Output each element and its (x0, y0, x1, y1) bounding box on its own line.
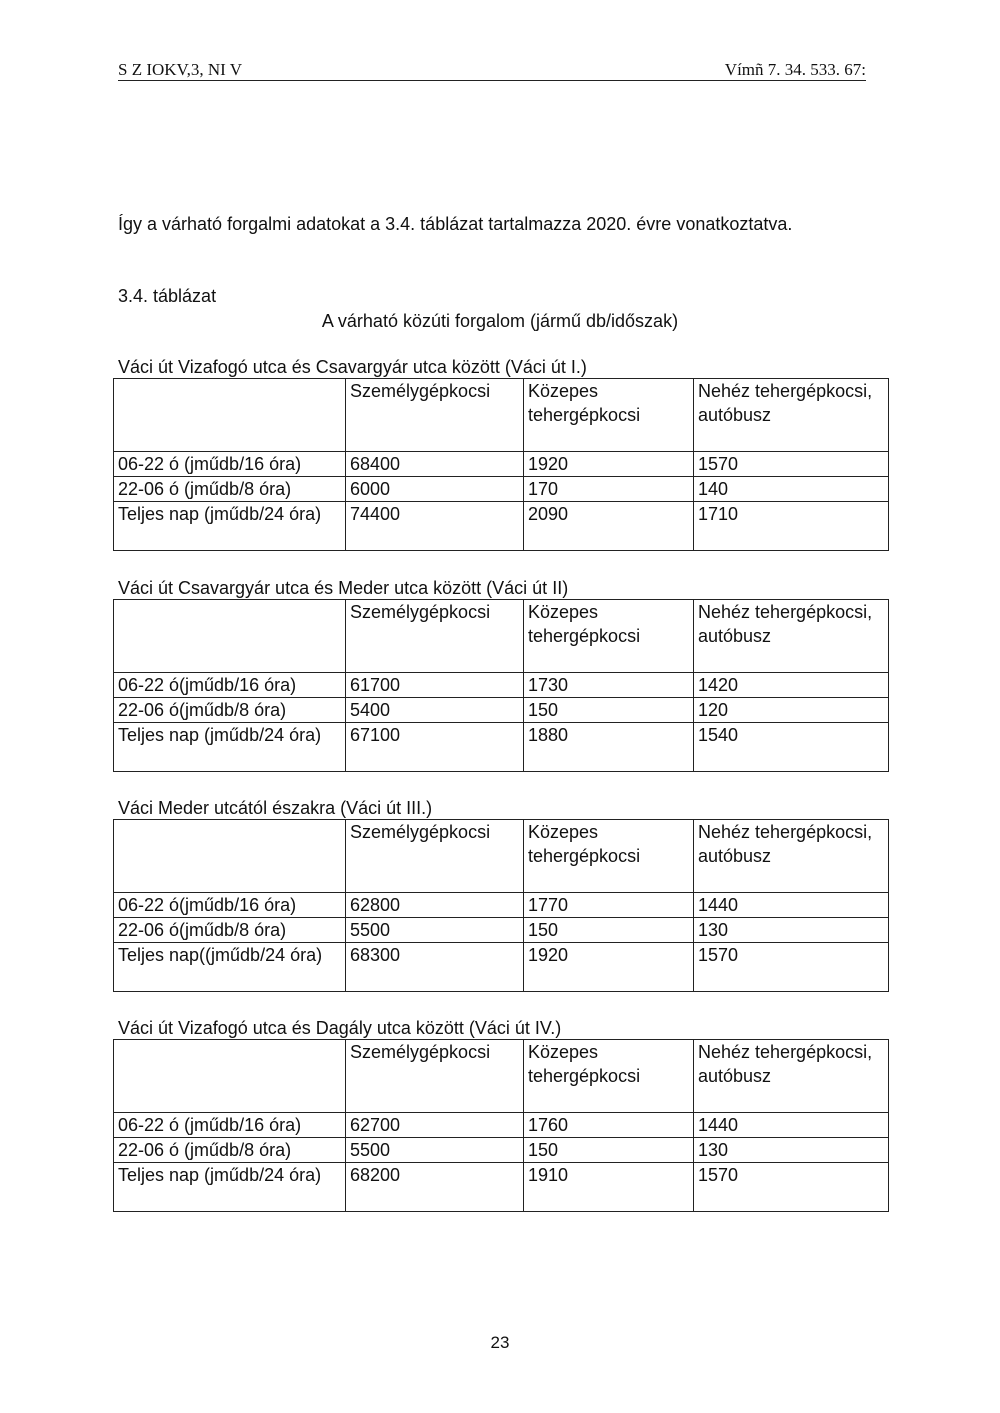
table-label: 3.4. táblázat (118, 286, 217, 306)
table-header-row (114, 1040, 889, 1113)
section-caption: Váci út Vizafogó utca és Dagály utca között (Váci út IV.) (118, 1018, 562, 1038)
header-cell-personal-car: Személygépkocsi (346, 820, 524, 893)
cell-value: 130 (694, 1138, 889, 1163)
cell-value: 150 (524, 918, 694, 943)
row-label: 22-06 ó(jműdb/8 óra) (114, 918, 346, 943)
table-row (114, 1113, 889, 1138)
table-row (114, 477, 889, 502)
table-row (114, 1138, 889, 1163)
header-cell-medium-truck: Közepes tehergépkocsi (524, 600, 694, 673)
page-number: 23 (490, 1333, 510, 1352)
cell-value: 140 (694, 477, 889, 502)
cell-value: 1920 (524, 943, 694, 992)
header-cell-heavy-truck-bus: Nehéz tehergépkocsi, autóbusz (694, 1040, 889, 1113)
row-label: Teljes nap((jműdb/24 óra) (114, 943, 346, 992)
header-cell-medium-truck: Közepes tehergépkocsi (524, 1040, 694, 1113)
cell-value: 1440 (694, 893, 889, 918)
traffic-section-2 (113, 577, 888, 772)
traffic-section-3 (113, 797, 888, 992)
cell-value: 1760 (524, 1113, 694, 1138)
header-cell-personal-car: Személygépkocsi (346, 1040, 524, 1113)
table-header-row (114, 379, 889, 452)
header-cell-medium-truck: Közepes tehergépkocsi (524, 820, 694, 893)
cell-value: 1730 (524, 673, 694, 698)
traffic-table (113, 819, 889, 992)
table-row (114, 918, 889, 943)
cell-value: 150 (524, 698, 694, 723)
section-caption: Váci Meder utcától északra (Váci út III.) (118, 798, 433, 818)
cell-value: 1440 (694, 1113, 889, 1138)
row-label: Teljes nap (jműdb/24 óra) (114, 502, 346, 551)
cell-value: 6000 (346, 477, 524, 502)
table-row (114, 723, 889, 772)
cell-value: 120 (694, 698, 889, 723)
table-row (114, 452, 889, 477)
header-cell-personal-car: Személygépkocsi (346, 600, 524, 673)
cell-value: 1420 (694, 673, 889, 698)
cell-value: 5500 (346, 1138, 524, 1163)
cell-value: 74400 (346, 502, 524, 551)
header-cell-heavy-truck-bus: Nehéz tehergépkocsi, autóbusz (694, 820, 889, 893)
cell-value: 1910 (524, 1163, 694, 1212)
row-label: 22-06 ó(jműdb/8 óra) (114, 698, 346, 723)
row-label: Teljes nap (jműdb/24 óra) (114, 723, 346, 772)
header-cell-empty (114, 600, 346, 673)
row-label: 06-22 ó(jműdb/16 óra) (114, 673, 346, 698)
table-row (114, 893, 889, 918)
table-row (114, 502, 889, 551)
cell-value: 1570 (694, 943, 889, 992)
header-cell-personal-car: Személygépkocsi (346, 379, 524, 452)
table-title: A várható közúti forgalom (jármű db/időszak) (321, 311, 679, 331)
table-row (114, 943, 889, 992)
cell-value: 1540 (694, 723, 889, 772)
section-caption: Váci út Vizafogó utca és Csavargyár utca között (Váci út I.) (118, 357, 587, 377)
cell-value: 61700 (346, 673, 524, 698)
header-left-text: S Z IOKV,3, NI V (118, 60, 243, 79)
table-row (114, 1163, 889, 1212)
cell-value: 68300 (346, 943, 524, 992)
table-row (114, 698, 889, 723)
intro-paragraph: Így a várható forgalmi adatokat a 3.4. táblázat tartalmazza 2020. évre vonatkoztatva. (118, 214, 793, 234)
cell-value: 5500 (346, 918, 524, 943)
header-right-text: Vímñ 7. 34. 533. 67: (724, 60, 866, 79)
traffic-section-1 (113, 356, 888, 551)
cell-value: 1770 (524, 893, 694, 918)
cell-value: 170 (524, 477, 694, 502)
table-row (114, 673, 889, 698)
page-header (118, 60, 866, 81)
header-cell-heavy-truck-bus: Nehéz tehergépkocsi, autóbusz (694, 600, 889, 673)
cell-value: 130 (694, 918, 889, 943)
header-cell-empty (114, 379, 346, 452)
traffic-table (113, 1039, 889, 1212)
cell-value: 5400 (346, 698, 524, 723)
header-cell-empty (114, 820, 346, 893)
header-cell-heavy-truck-bus: Nehéz tehergépkocsi, autóbusz (694, 379, 889, 452)
row-label: 22-06 ó (jműdb/8 óra) (114, 477, 346, 502)
table-header-row (114, 820, 889, 893)
row-label: 06-22 ó (jműdb/16 óra) (114, 1113, 346, 1138)
row-label: 06-22 ó (jműdb/16 óra) (114, 452, 346, 477)
cell-value: 1570 (694, 452, 889, 477)
traffic-table (113, 599, 889, 772)
cell-value: 1920 (524, 452, 694, 477)
cell-value: 68400 (346, 452, 524, 477)
cell-value: 62800 (346, 893, 524, 918)
traffic-section-4 (113, 1017, 888, 1212)
cell-value: 62700 (346, 1113, 524, 1138)
cell-value: 1710 (694, 502, 889, 551)
row-label: 06-22 ó(jműdb/16 óra) (114, 893, 346, 918)
traffic-table (113, 378, 889, 551)
row-label: 22-06 ó (jműdb/8 óra) (114, 1138, 346, 1163)
header-cell-medium-truck: Közepes tehergépkocsi (524, 379, 694, 452)
section-caption: Váci út Csavargyár utca és Meder utca között (Váci út II) (118, 578, 569, 598)
header-cell-empty (114, 1040, 346, 1113)
cell-value: 68200 (346, 1163, 524, 1212)
cell-value: 1570 (694, 1163, 889, 1212)
cell-value: 150 (524, 1138, 694, 1163)
table-header-row (114, 600, 889, 673)
cell-value: 1880 (524, 723, 694, 772)
row-label: Teljes nap (jműdb/24 óra) (114, 1163, 346, 1212)
cell-value: 2090 (524, 502, 694, 551)
cell-value: 67100 (346, 723, 524, 772)
